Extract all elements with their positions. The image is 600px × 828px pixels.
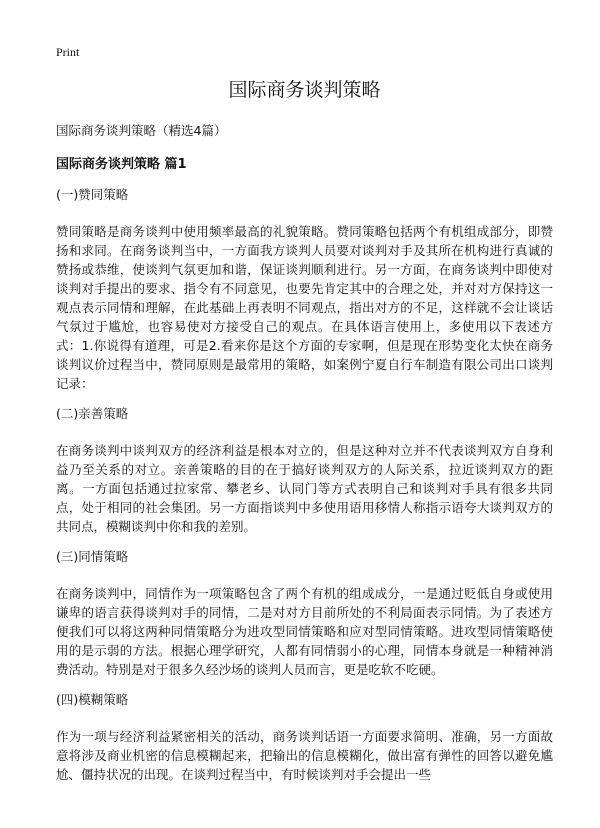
section-heading-sympathy: (三)同情策略: [56, 549, 129, 564]
document-subtitle: 国际商务谈判策略（精选4篇）: [56, 123, 227, 138]
section-body-sympathy: 在商务谈判中，同情作为一项策略包含了两个有机的组成成分，一是通过贬低自身或使用谦卑的语言获得谈判对手的同情，二是对对方目前所处的不利局面表示同情。为了表述方便我们可以将这两种同情策略分为进攻型同情策略和应对型同情策略。进攻型同情策略使用的是示弱的方法。根据心理学研究，人都有同情弱小的心理，同情本身就是一种精神消费活动。特别是对于很多久经沙场的谈判人员而言，更是吃软不吃硬。: [56, 586, 553, 677]
part-heading: 国际商务谈判策略 篇1: [56, 157, 187, 172]
print-label[interactable]: Print: [56, 45, 80, 59]
section-heading-agreement: (一)赞同策略: [56, 187, 129, 202]
section-body-vagueness: 作为一项与经济利益紧密相关的活动，商务谈判话语一方面要求简明、准确，另一方面故意将涉及商业机密的信息模糊起来，把输出的信息模糊化，做出富有弹性的回答以避免尴尬、僵持状况的出现。在谈判过程当中，有时候谈判对手会提出一些: [56, 729, 553, 782]
document-title: 国际商务谈判策略: [228, 79, 381, 101]
section-heading-vagueness: (四)模糊策略: [56, 692, 129, 707]
section-body-friendliness: 在商务谈判中谈判双方的经济利益是根本对立的，但是这种对立并不代表谈判双方自身利益乃至关系的对立。亲善策略的目的在于搞好谈判双方的人际关系，拉近谈判双方的距离。一方面包括通过拉家常、攀老乡、认同门等方式表明自己和谈判对手具有很多共同点，处于相同的社会集团。另一方面指谈判中多使用语用移情人称指示语夸大谈判双方的共同点，模糊谈判中你和我的差别。: [56, 443, 553, 534]
document-page: [56, 44, 553, 796]
section-heading-friendliness: (二)亲善策略: [56, 406, 129, 421]
section-body-agreement: 赞同策略是商务谈判中使用频率最高的礼貌策略。赞同策略包括两个有机组成部分，即赞扬和求同。在商务谈判当中，一方面我方谈判人员要对谈判对手及其所在机构进行真诚的赞扬或恭维，使谈判气氛更加和谐，保证谈判顺利进行。另一方面，在商务谈判中即使对谈判对手提出的要求、指令有不同意见，也要先肯定其中的合理之处，并对对方保持这一观点表示同情和理解，在此基础上再表明不同观点，指出对方的不足，这样就不会让谈话气氛过于尴尬，也容易使对方接受自己的观点。在具体语言使用上，多使用以下表述方式：1.你说得有道理，可是2.看来你是这个方面的专家啊，但是现在形势变化太快在商务谈判议价过程当中，赞同原则是最常用的策略，如案例宁夏自行车制造有限公司出口谈判记录：: [56, 224, 553, 391]
